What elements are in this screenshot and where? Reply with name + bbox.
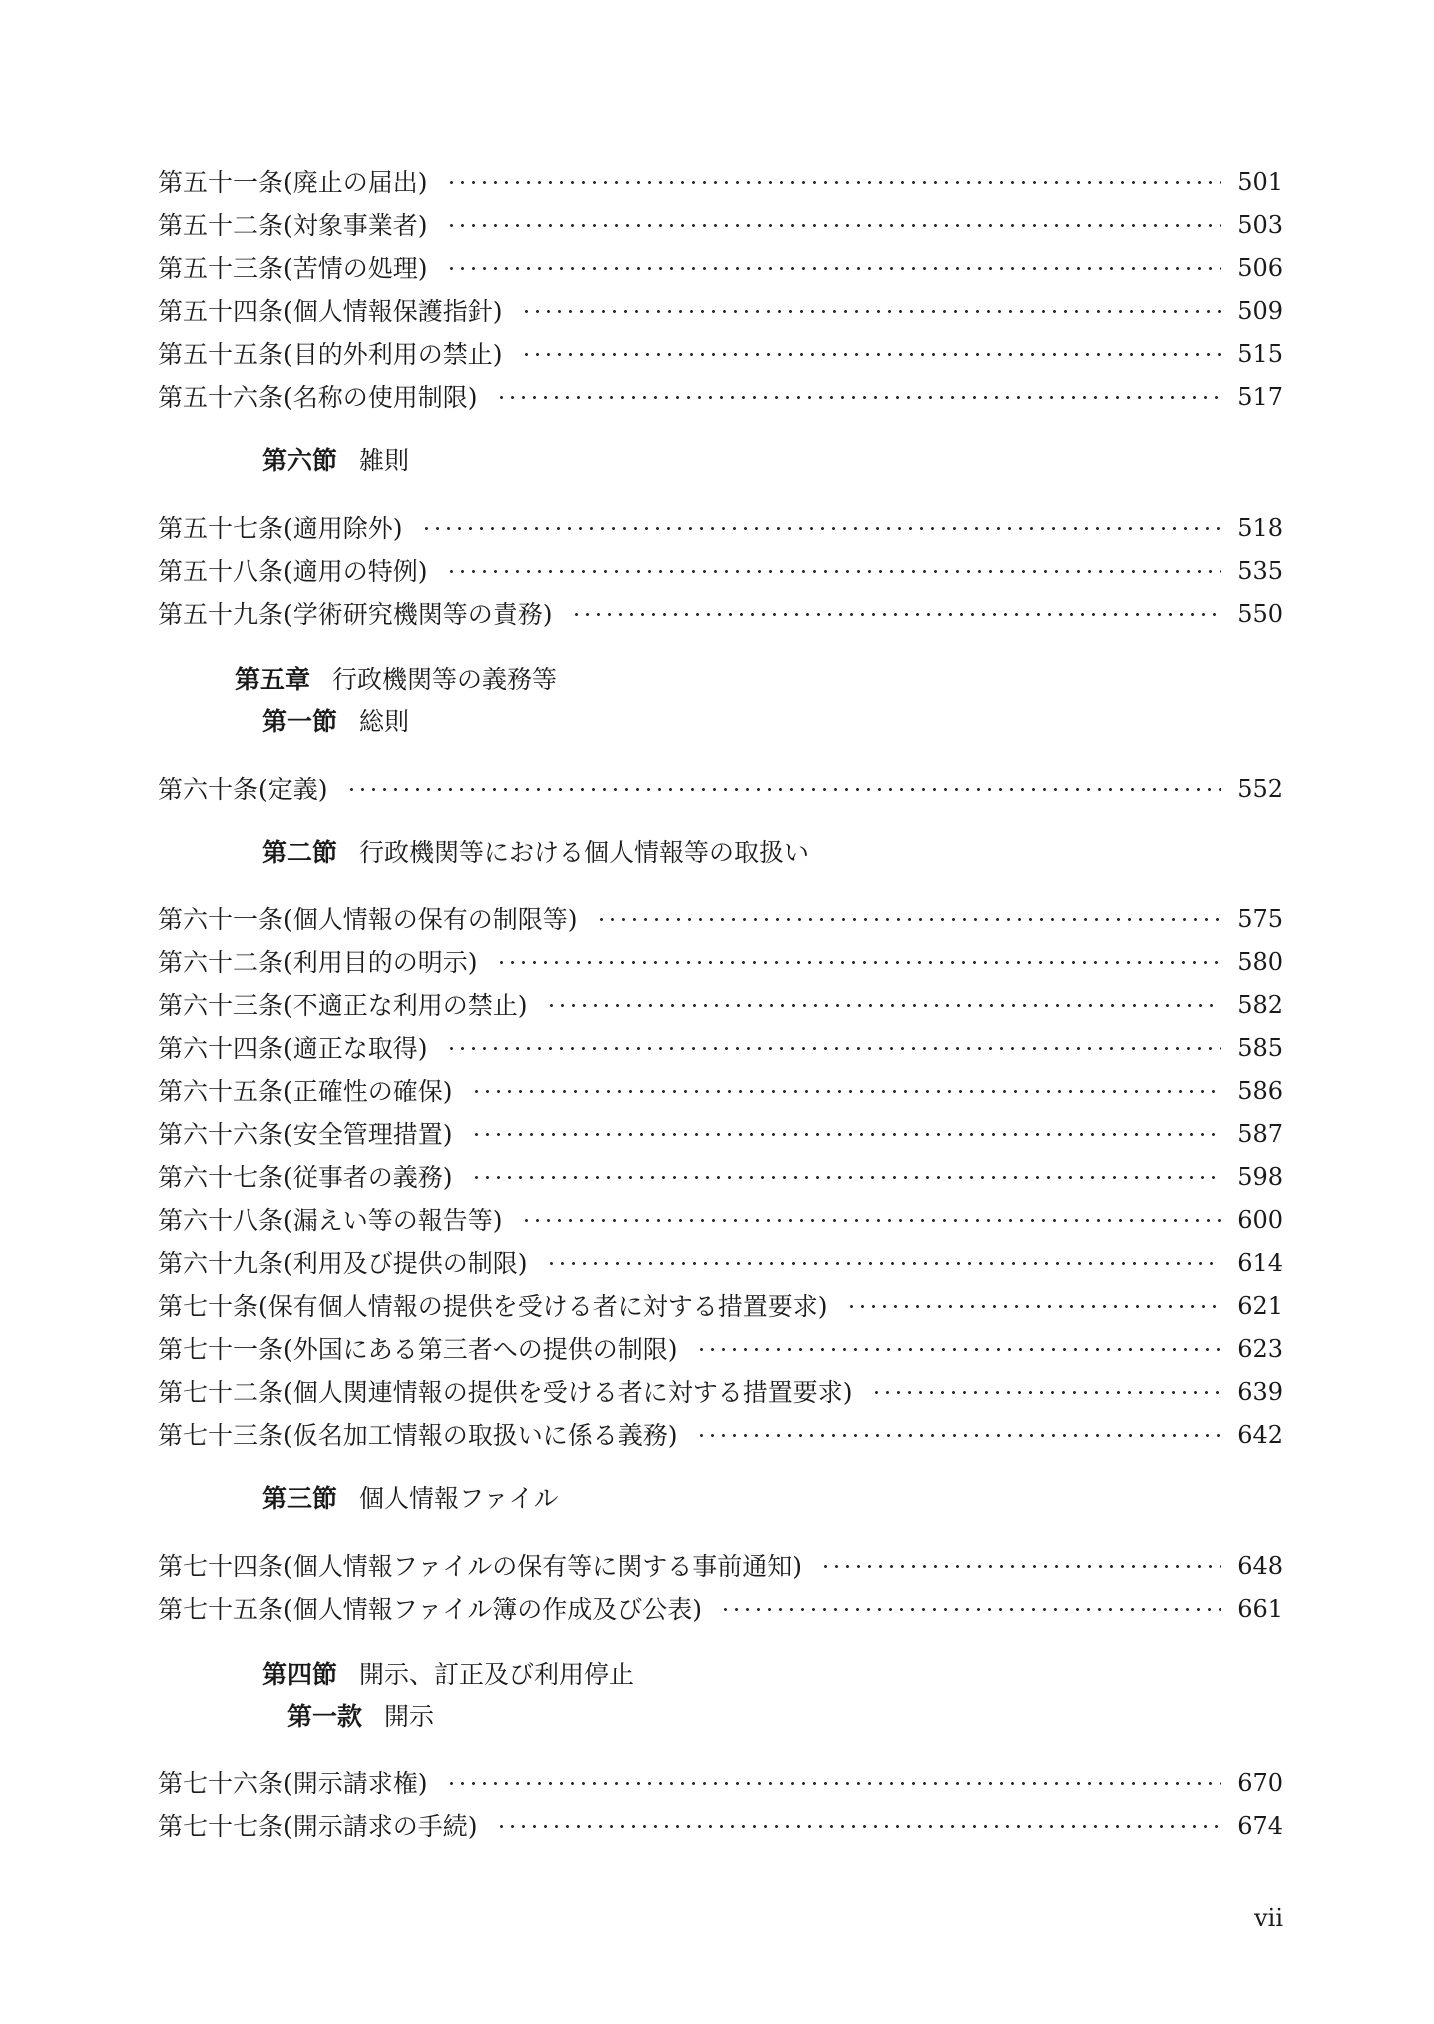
dot-leader: [521, 1199, 1221, 1242]
subsection-number: 第一款: [287, 1702, 363, 1731]
dot-leader: [521, 290, 1221, 333]
section-number: 第三節: [262, 1484, 338, 1513]
dot-leader: [496, 941, 1221, 984]
dot-leader: [546, 984, 1221, 1027]
dot-leader: [571, 593, 1221, 636]
toc-entry: [0, 550, 1434, 593]
section-heading: [262, 1655, 634, 1695]
toc-entry: [0, 1328, 1434, 1371]
subsection-heading: [287, 1697, 434, 1737]
toc-entry-label: 第五十三条(苦情の処理): [158, 254, 428, 283]
toc-entry: [0, 941, 1434, 984]
toc-entry-label: 第五十九条(学術研究機関等の責務): [158, 600, 553, 629]
toc-entry-group: [0, 768, 1434, 811]
dot-leader: [346, 768, 1221, 811]
toc-page-number: 674: [1237, 1812, 1283, 1840]
toc-entry: [0, 1070, 1434, 1113]
toc-entry: [0, 376, 1434, 419]
toc-page-number: 503: [1237, 211, 1283, 239]
toc-entry-label: 第五十六条(名称の使用制限): [158, 383, 478, 412]
toc-entry: [0, 507, 1434, 550]
toc-page-number: 585: [1237, 1034, 1283, 1062]
toc-entry-group: [0, 507, 1434, 636]
page-folio: vii: [1254, 1904, 1283, 1932]
section-title: 行政機関等における個人情報等の取扱い: [359, 838, 810, 867]
toc-entry-label: 第五十七条(適用除外): [158, 514, 403, 543]
section-title: 総則: [359, 707, 410, 736]
dot-leader: [496, 1805, 1221, 1848]
toc-page-number: 623: [1237, 1335, 1283, 1363]
toc-entry: [0, 161, 1434, 204]
toc-entry-label: 第五十五条(目的外利用の禁止): [158, 340, 503, 369]
toc-page-number: 580: [1237, 948, 1283, 976]
toc-page-number: 587: [1237, 1120, 1283, 1148]
toc-entry: [0, 204, 1434, 247]
toc-entry-label: 第七十五条(個人情報ファイル簿の作成及び公表): [158, 1595, 703, 1624]
toc-entry: [0, 1545, 1434, 1588]
toc-page-number: 550: [1237, 600, 1283, 628]
dot-leader: [471, 1156, 1221, 1199]
toc-entry: [0, 1805, 1434, 1848]
section-number: 第一節: [262, 707, 338, 736]
toc-page-number: 506: [1237, 254, 1283, 282]
section-heading: [262, 441, 409, 481]
dot-leader: [421, 507, 1221, 550]
section-title: 開示、訂正及び利用停止: [359, 1660, 635, 1689]
toc-entry-label: 第六十一条(個人情報の保有の制限等): [158, 905, 578, 934]
dot-leader: [696, 1328, 1221, 1371]
dot-leader: [696, 1414, 1221, 1457]
toc-entry: [0, 898, 1434, 941]
dot-leader: [446, 1762, 1221, 1805]
dot-leader: [446, 1027, 1221, 1070]
toc-entry-label: 第七十六条(開示請求権): [158, 1769, 428, 1798]
toc-entry-label: 第五十八条(適用の特例): [158, 557, 428, 586]
section-title: 個人情報ファイル: [359, 1484, 559, 1513]
dot-leader: [720, 1588, 1221, 1631]
toc-entry: [0, 247, 1434, 290]
toc-page-number: 648: [1237, 1552, 1283, 1580]
toc-entry: [0, 1762, 1434, 1805]
toc-entry: [0, 1113, 1434, 1156]
section-number: 第四節: [262, 1660, 338, 1689]
dot-leader: [820, 1545, 1221, 1588]
toc-entry-label: 第五十二条(対象事業者): [158, 211, 428, 240]
section-title: 雑則: [359, 446, 410, 475]
toc-entry: [0, 1242, 1434, 1285]
toc-entry-label: 第五十四条(個人情報保護指針): [158, 297, 503, 326]
dot-leader: [596, 898, 1221, 941]
section-number: 第二節: [262, 838, 338, 867]
dot-leader: [521, 333, 1221, 376]
toc-page-number: 600: [1237, 1206, 1283, 1234]
toc-page-number: 509: [1237, 297, 1283, 325]
toc-entry: [0, 290, 1434, 333]
toc-page-number: 598: [1237, 1163, 1283, 1191]
dot-leader: [471, 1070, 1221, 1113]
toc-entry-label: 第六十三条(不適正な利用の禁止): [158, 991, 528, 1020]
toc-entry-label: 第六十四条(適正な取得): [158, 1034, 428, 1063]
toc-entry-label: 第五十一条(廃止の届出): [158, 168, 428, 197]
toc-entry-group: [0, 1545, 1434, 1631]
toc-entry-label: 第六十八条(漏えい等の報告等): [158, 1206, 503, 1235]
toc-page-number: 582: [1237, 991, 1283, 1019]
toc-page-number: 642: [1237, 1421, 1283, 1449]
toc-entry-group: [0, 161, 1434, 419]
toc-entry: [0, 1027, 1434, 1070]
toc-entry: [0, 1588, 1434, 1631]
toc-entry: [0, 1414, 1434, 1457]
section-heading: [262, 702, 409, 742]
toc-entry-label: 第七十条(保有個人情報の提供を受ける者に対する措置要求): [158, 1292, 828, 1321]
dot-leader: [446, 204, 1221, 247]
section-number: 第六節: [262, 446, 338, 475]
toc-entry: [0, 1199, 1434, 1242]
chapter-title: 行政機関等の義務等: [332, 665, 558, 694]
toc-entry: [0, 768, 1434, 811]
dot-leader: [446, 550, 1221, 593]
chapter-number: 第五章: [235, 665, 311, 694]
toc-entry: [0, 593, 1434, 636]
toc-entry-label: 第六十五条(正確性の確保): [158, 1077, 453, 1106]
toc-entry-label: 第七十四条(個人情報ファイルの保有等に関する事前通知): [158, 1552, 803, 1581]
toc-page-number: 639: [1237, 1378, 1283, 1406]
toc-entry: [0, 984, 1434, 1027]
dot-leader: [846, 1285, 1221, 1328]
toc-entry: [0, 1285, 1434, 1328]
subsection-title: 開示: [384, 1702, 435, 1731]
toc-entry: [0, 1156, 1434, 1199]
section-heading: [262, 833, 809, 873]
section-heading: [262, 1479, 559, 1519]
toc-page-number: 614: [1237, 1249, 1283, 1277]
chapter-heading: [235, 660, 557, 700]
dot-leader: [546, 1242, 1221, 1285]
toc-entry-label: 第六十九条(利用及び提供の制限): [158, 1249, 528, 1278]
toc-page-number: 515: [1237, 340, 1283, 368]
toc-page-number: 575: [1237, 905, 1283, 933]
toc-page-number: 586: [1237, 1077, 1283, 1105]
toc-entry-label: 第六十二条(利用目的の明示): [158, 948, 478, 977]
toc-entry: [0, 1371, 1434, 1414]
toc-entry: [0, 333, 1434, 376]
dot-leader: [496, 376, 1221, 419]
toc-page-number: 670: [1237, 1769, 1283, 1797]
toc-entry-label: 第七十七条(開示請求の手続): [158, 1812, 478, 1841]
toc-page-number: 552: [1237, 775, 1283, 803]
toc-page-number: 661: [1237, 1595, 1283, 1623]
toc-entry-label: 第七十一条(外国にある第三者への提供の制限): [158, 1335, 678, 1364]
dot-leader: [871, 1371, 1221, 1414]
toc-entry-group: [0, 898, 1434, 1457]
toc-page-number: 518: [1237, 514, 1283, 542]
dot-leader: [471, 1113, 1221, 1156]
toc-entry-label: 第六十七条(従事者の義務): [158, 1163, 453, 1192]
toc-page-number: 517: [1237, 383, 1283, 411]
toc-entry-label: 第六十六条(安全管理措置): [158, 1120, 453, 1149]
toc-entry-label: 第七十三条(仮名加工情報の取扱いに係る義務): [158, 1421, 678, 1450]
toc-entry-label: 第七十二条(個人関連情報の提供を受ける者に対する措置要求): [158, 1378, 853, 1407]
toc-entry-group: [0, 1762, 1434, 1848]
toc-page-number: 501: [1237, 168, 1283, 196]
toc-page-number: 621: [1237, 1292, 1283, 1320]
dot-leader: [446, 247, 1221, 290]
dot-leader: [446, 161, 1221, 204]
toc-entry-label: 第六十条(定義): [158, 775, 328, 804]
toc-page-number: 535: [1237, 557, 1283, 585]
